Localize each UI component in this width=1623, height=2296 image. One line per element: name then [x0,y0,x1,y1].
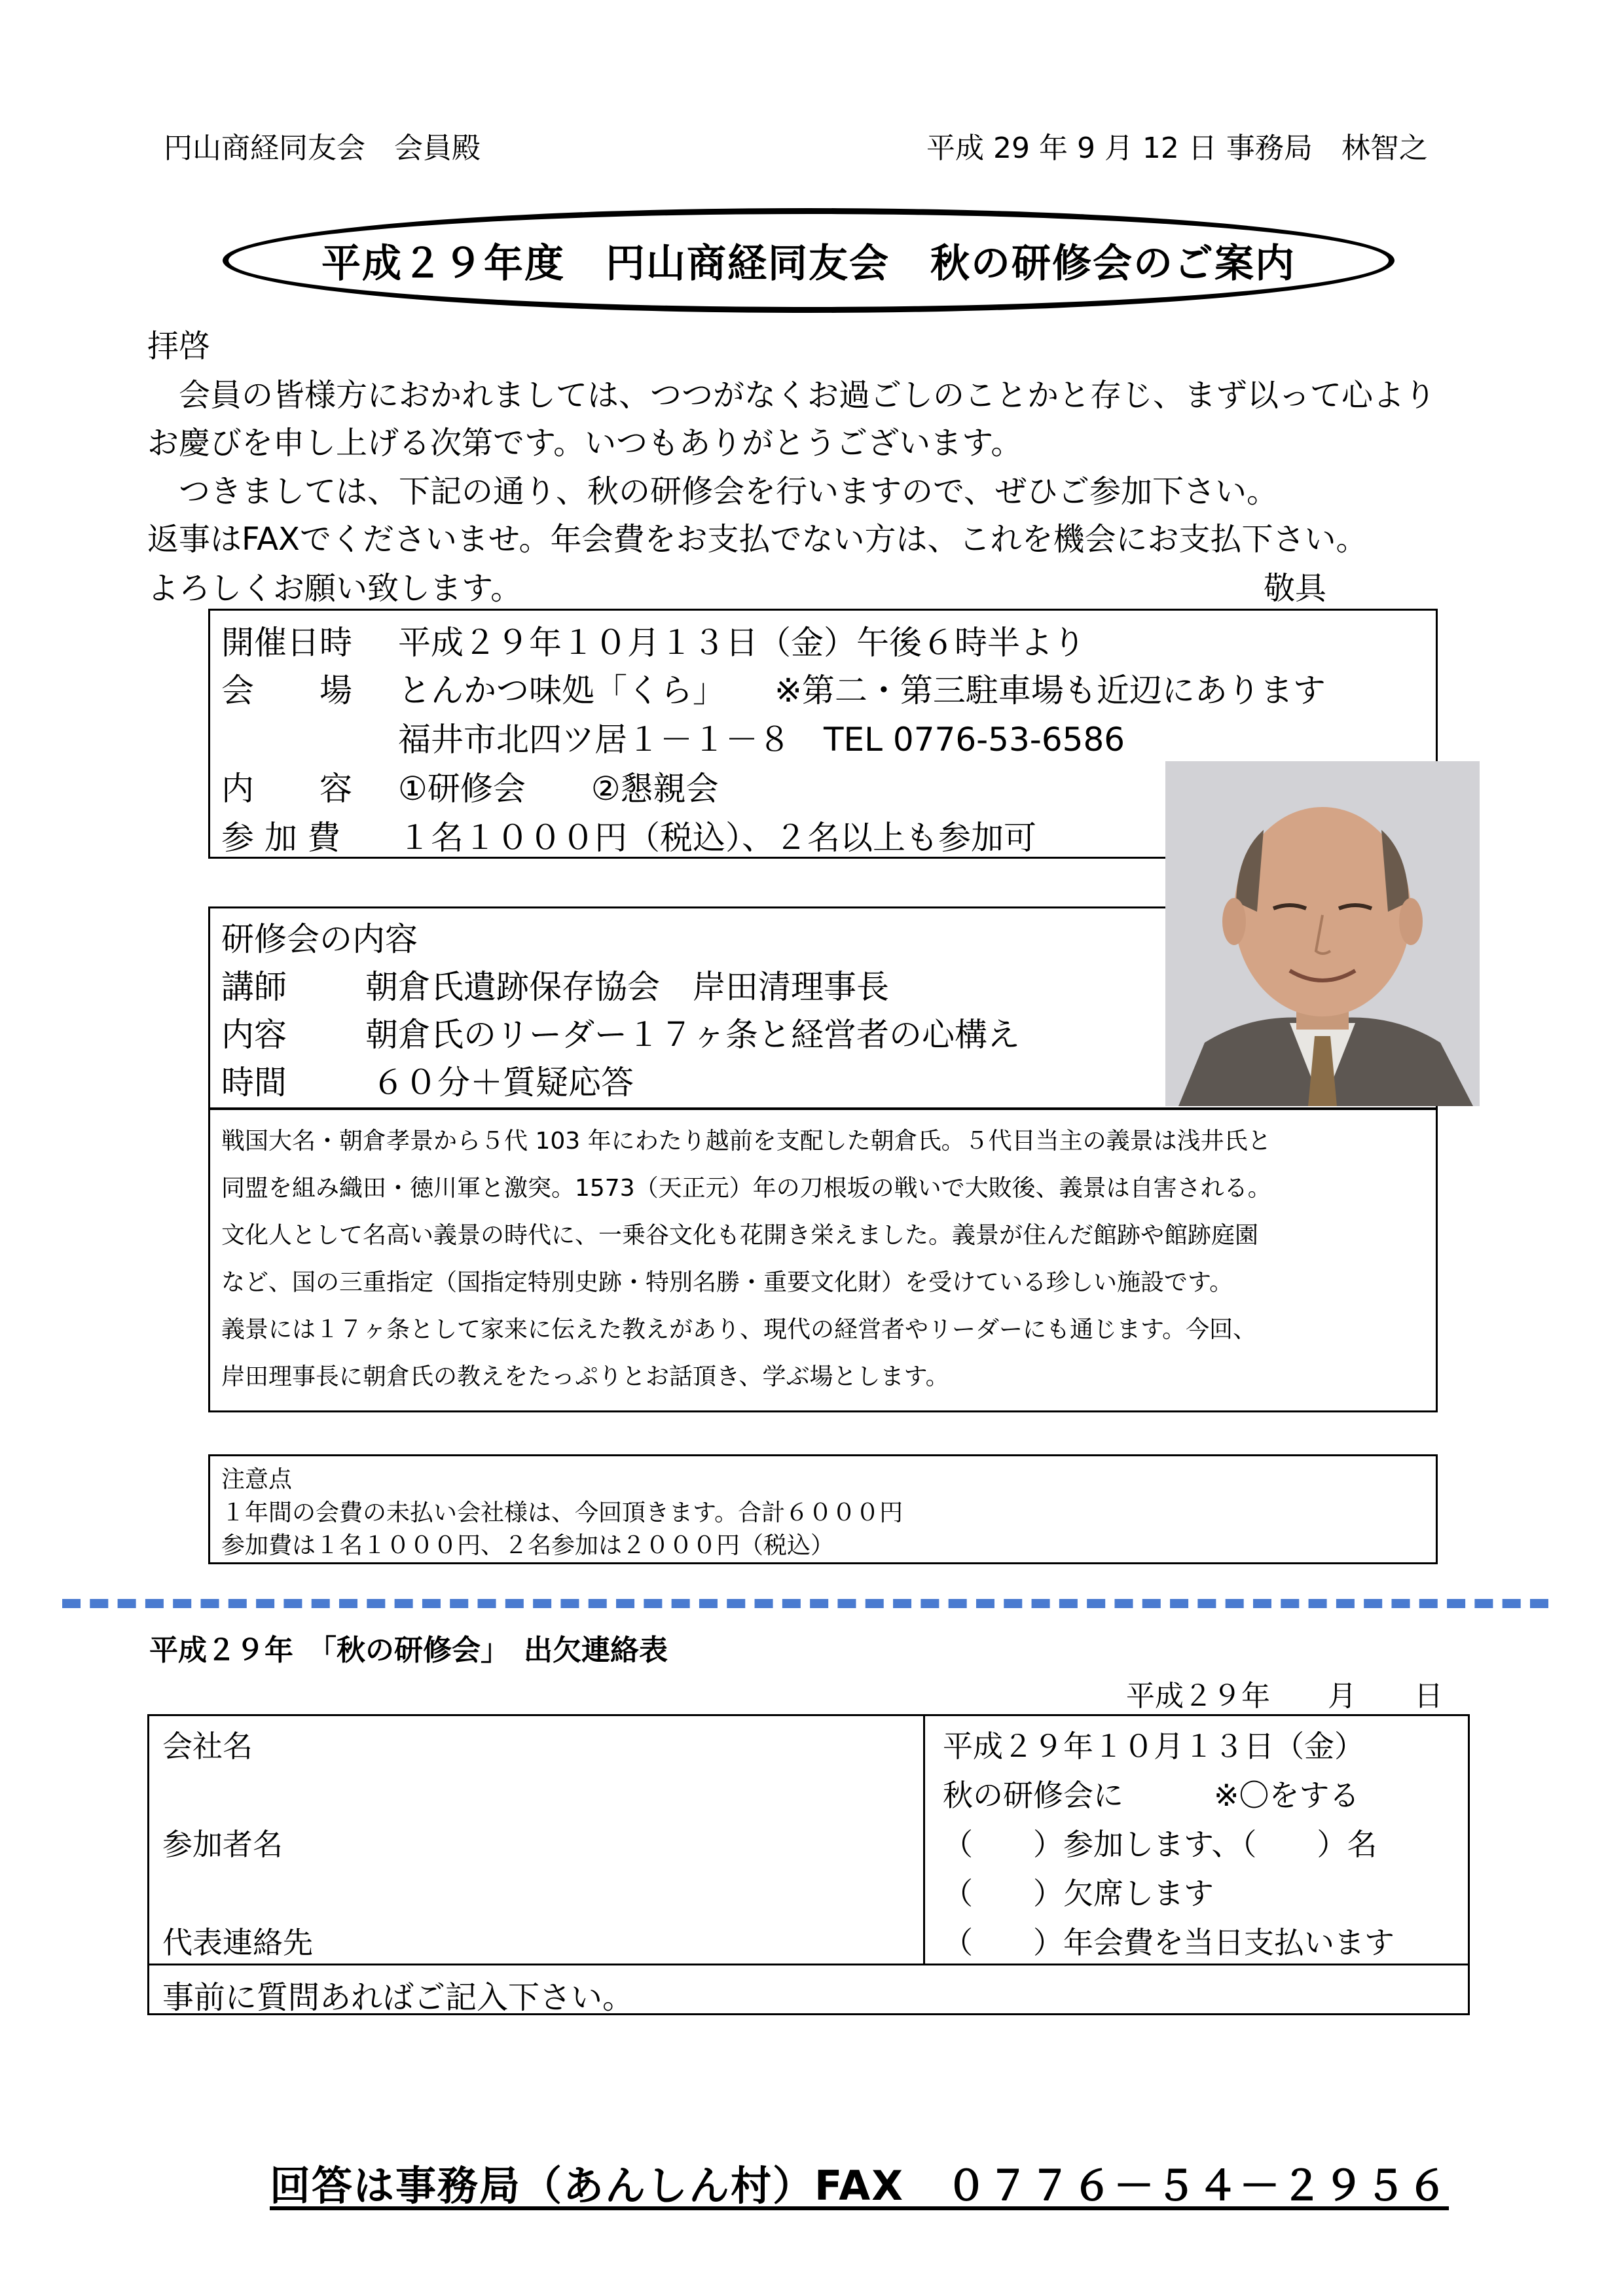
greeting: 拝啓 [147,328,211,365]
event-date-value: 平成２９年１０月１３日（金）午後６時半より [398,624,1085,662]
notes-line: 参加費は１名１０００円、２名参加は２０００円（税込） [221,1532,835,1559]
fee-option[interactable]: （ ）年会費を当日支払います [943,1925,1395,1960]
description-line: 文化人として名高い義景の時代に、一乗谷文化も花開き栄えました。義景が住んだ館跡や館跡庭園 [221,1222,1259,1249]
description-line: 同盟を組み織田・徳川軍と激突。1573（天正元）年の刀根坂の戦いで大敗後、義景は自害される。 [221,1175,1271,1202]
seminar-heading: 研修会の内容 [221,920,418,958]
event-content-label: 内 容 [221,770,352,808]
form-instruction: 秋の研修会に ※〇をする [943,1778,1360,1813]
event-address: 福井市北四ツ居１－１－８ TEL 0776-53-6586 [398,721,1125,759]
time-value: ６０分＋質疑応答 [372,1064,634,1102]
letter-line: よろしくお願い致します。 [147,570,522,607]
company-label: 会社名 [162,1729,253,1764]
page-title: 平成２９年度 円山商経同友会 秋の研修会のご案内 [321,241,1296,287]
lecturer-value: 朝倉氏遺跡保存協会 岸田清理事長 [365,968,889,1006]
description-line: 岸田理事長に朝倉氏の教えをたっぷりとお話頂き、学ぶ場とします。 [221,1363,949,1390]
description-line: など、国の三重指定（国指定特別史跡・特別名勝・重要文化財）を受けている珍しい施設です。 [221,1269,1233,1296]
letter-line: つきましては、下記の通り、秋の研修会を行いますので、ぜひご参加下さい。 [147,473,1279,510]
event-venue-label: 会 場 [221,672,352,709]
letter-line: お慶びを申し上げる次第です。いつもありがとうございます。 [147,425,1023,461]
question-label: 事前に質問あればご記入下さい。 [162,1979,634,2016]
closing: 敬具 [1264,570,1327,607]
event-content-value: ①研修会 ②懇親会 [398,770,719,808]
description-line: 戦国大名・朝倉孝景から５代 103 年にわたり越前を支配した朝倉氏。５代目当主の義景は浅井氏と [221,1128,1271,1155]
topic-value: 朝倉氏のリーダー１７ヶ条と経営者の心構え [365,1016,1020,1054]
notes-line: １年間の会費の未払い会社様は、今回頂きます。合計６０００円 [221,1499,903,1526]
form-divider [923,1714,925,1965]
topic-label: 内容 [221,1016,287,1054]
event-fee-value: １名１０００円（税込）、２名以上も参加可 [398,819,1036,857]
date-sender: 平成 29 年 9 月 12 日 事務局 林智之 [926,132,1428,165]
event-venue-value: とんかつ味処「くら」 ※第二・第三駐車場も近辺にあります [398,672,1326,709]
letter-line: 会員の皆様方におかれましては、つつがなくお過ごしのことかと存じ、まず以って心より [147,377,1436,414]
attend-option[interactable]: （ ）参加します、（ ）名 [943,1827,1377,1862]
letter-line: 返事はFAXでくださいませ。年会費をお支払でない方は、これを機会にお支払下さい。 [147,521,1368,558]
fax-line: 回答は事務局（あんしん村）FAX ０７７６－５４－２９５６ [270,2162,1450,2210]
form-heading: 平成２９年 「秋の研修会」 出欠連絡表 [149,1634,668,1667]
form-hdivider [147,1964,1470,1965]
participant-label: 参加者名 [162,1827,283,1862]
absent-option[interactable]: （ ）欠席します [943,1876,1214,1911]
event-fee-label: 参 加 費 [221,819,340,857]
time-label: 時間 [221,1064,287,1102]
contact-label: 代表連絡先 [162,1925,313,1960]
event-date-label: 開催日時 [221,624,352,662]
speaker-photo [1165,761,1480,1106]
cut-line [62,1599,1548,1608]
description-line: 義景には１７ヶ条として家来に伝えた教えがあり、現代の経営者やリーダーにも通じます。今回、 [221,1316,1257,1343]
recipient: 円山商経同友会 会員殿 [164,132,481,165]
form-date-line: 平成２９年 月 日 [1126,1679,1443,1713]
notes-heading: 注意点 [221,1466,293,1493]
form-event-date: 平成２９年１０月１３日（金） [943,1729,1364,1764]
lecturer-label: 講師 [221,968,287,1006]
